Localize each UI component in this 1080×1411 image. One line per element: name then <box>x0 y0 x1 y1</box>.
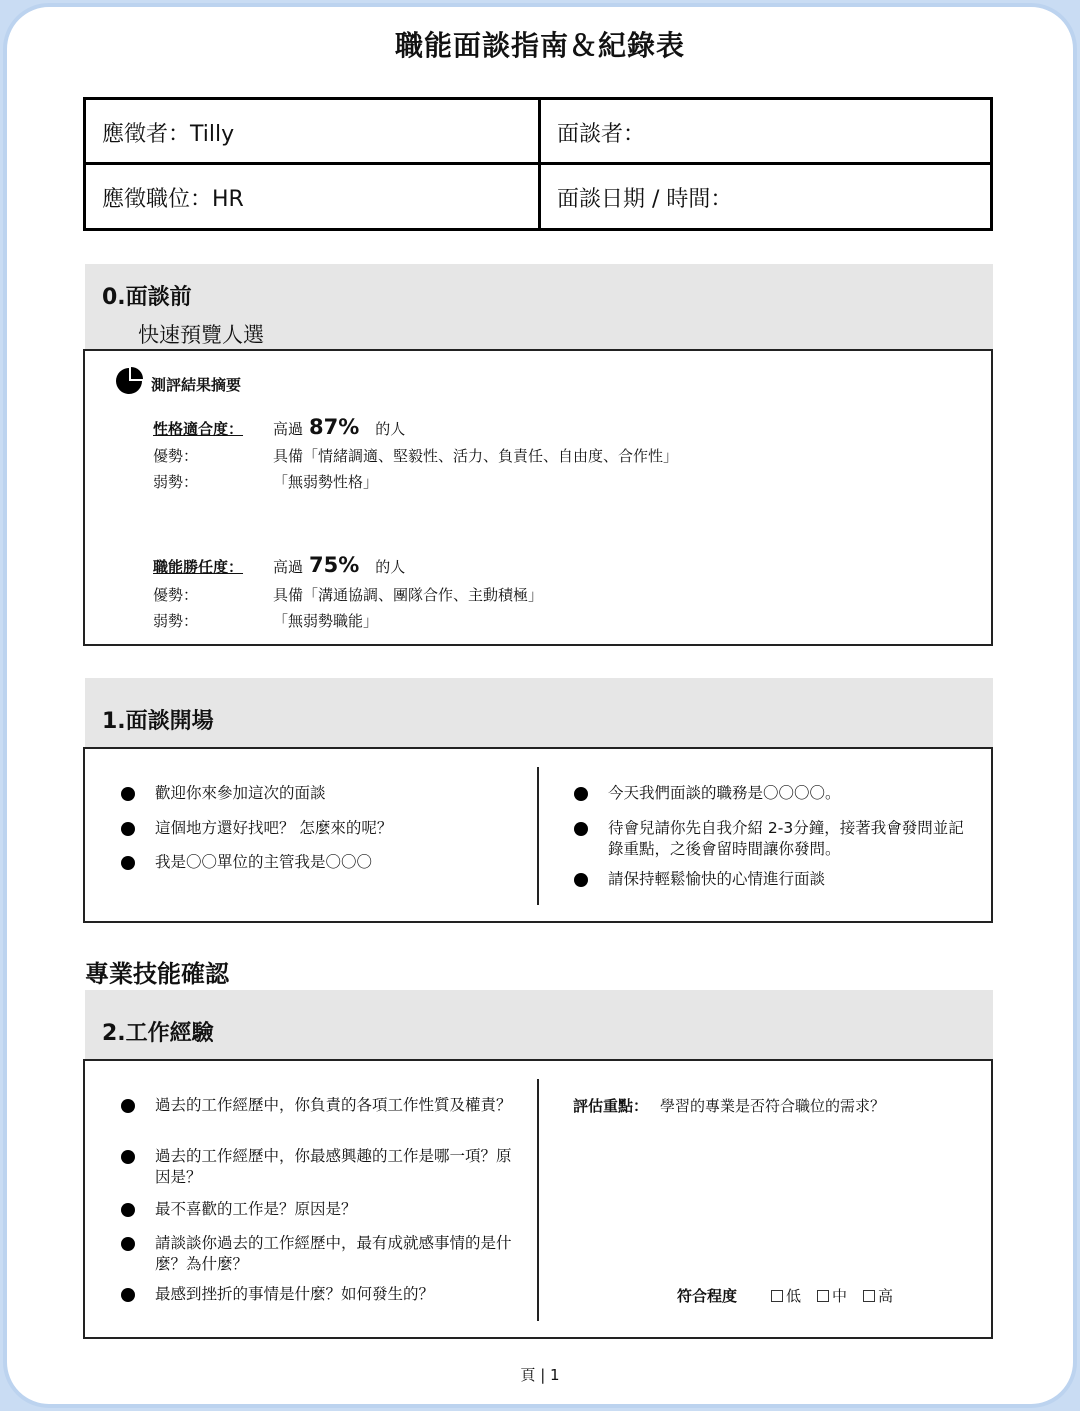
evaluation-focus <box>573 1095 885 1116</box>
assessment-summary-box <box>83 349 993 646</box>
competency-suffix: 的人 <box>375 558 406 576</box>
section-0-subtitle: 快速預覽人選 <box>138 323 264 347</box>
section-1-header <box>85 678 993 748</box>
fit-rating <box>677 1285 909 1306</box>
competency-weakness-row <box>153 610 378 631</box>
competency-strength-row <box>153 584 543 605</box>
table-divider <box>86 162 990 165</box>
personality-weakness: 「無弱勢性格」 <box>273 473 379 491</box>
section-2-header <box>85 990 993 1060</box>
page-number: 頁 | 1 <box>520 1366 560 1384</box>
personality-fit-row <box>153 415 405 439</box>
personality-strength: 具備「情緒調適、堅毅性、活力、負責任、自由度、合作性」 <box>273 447 679 465</box>
rating-option-medium[interactable]: 中 <box>817 1285 847 1306</box>
strength-label: 優勢： <box>153 586 199 604</box>
rating-label: 符合程度 <box>677 1287 738 1305</box>
personality-suffix: 的人 <box>375 420 406 438</box>
weakness-label: 弱勢： <box>153 473 199 491</box>
competency-weakness: 「無弱勢職能」 <box>273 612 379 630</box>
bullet-icon <box>121 856 135 870</box>
competency-percent: 75% <box>309 553 360 577</box>
section-0-header <box>85 264 993 350</box>
rating-option-low[interactable]: 低 <box>771 1285 801 1306</box>
strength-label: 優勢： <box>153 447 199 465</box>
bullet-icon <box>121 787 135 801</box>
applied-position: 應徵職位：HR <box>102 186 244 212</box>
personality-weakness-row <box>153 471 378 492</box>
column-divider <box>537 767 539 905</box>
skills-section-title: 專業技能確認 <box>85 960 229 988</box>
bullet-icon <box>574 822 588 836</box>
interview-datetime: 面談日期 / 時間： <box>557 186 733 212</box>
document-title: 職能面談指南＆紀錄表 <box>394 29 685 62</box>
section-0-title: 0.面談前 <box>102 285 192 310</box>
focus-text: 學習的專業是否符合職位的需求？ <box>660 1097 886 1115</box>
bullet-icon <box>574 873 588 887</box>
focus-label: 評估重點： <box>573 1097 649 1115</box>
opening-box: 歡迎你來參加這次的面談 這個地方還好找吧？ 怎麼來的呢？ 我是〇〇單位的主管我是〇〇〇 今天我們面談的職務是〇〇〇〇。 待會兒請你先自我介紹 2-3分鐘，接著我會發問並記錄重點，之後會留時間讓你發問。 請保持輕鬆愉快的心情進行面談 <box>83 747 993 923</box>
checkbox-icon[interactable] <box>863 1290 875 1302</box>
bullet-icon <box>121 1203 135 1217</box>
applicant-name: 應徵者：Tilly <box>102 121 235 147</box>
rating-option-high[interactable]: 高 <box>863 1285 893 1306</box>
checkbox-icon[interactable] <box>771 1290 783 1302</box>
bullet-icon <box>574 787 588 801</box>
applicant-info-table <box>83 97 993 231</box>
competency-fit-label: 職能勝任度： <box>153 558 244 576</box>
personality-prefix: 高過 <box>273 420 304 438</box>
checkbox-icon[interactable] <box>817 1290 829 1302</box>
interviewer-name: 面談者： <box>557 121 646 147</box>
summary-heading <box>115 367 241 395</box>
section-1-title: 1.面談開場 <box>102 709 214 734</box>
competency-strength: 具備「溝通協調、團隊合作、主動積極」 <box>273 586 544 604</box>
summary-title: 測評結果摘要 <box>151 375 242 394</box>
weakness-label: 弱勢： <box>153 612 199 630</box>
bullet-icon <box>121 1150 135 1164</box>
personality-fit-label: 性格適合度： <box>153 420 244 438</box>
bullet-icon <box>121 822 135 836</box>
column-divider <box>537 1079 539 1321</box>
section-2-title: 2.工作經驗 <box>102 1021 214 1046</box>
competency-fit-row <box>153 553 405 577</box>
bullet-icon <box>121 1288 135 1302</box>
work-experience-box: 過去的工作經歷中，你負責的各項工作性質及權責？ 過去的工作經歷中，你最感興趣的工作是哪一項？原因是？ 最不喜歡的工作是？原因是？ 請談談你過去的工作經歷中，最有成就感事情的是什麼？為什麼？ 最感到挫折的事情是什麼？如何發生的？ 評估重點： 學習的專業是否符合職位的需求？ 符合程度 低 中 高 <box>83 1059 993 1339</box>
personality-percent: 87% <box>309 415 360 439</box>
competency-prefix: 高過 <box>273 558 304 576</box>
personality-strength-row <box>153 445 678 466</box>
bullet-icon <box>121 1237 135 1251</box>
pie-chart-icon <box>115 367 143 395</box>
bullet-icon <box>121 1099 135 1113</box>
